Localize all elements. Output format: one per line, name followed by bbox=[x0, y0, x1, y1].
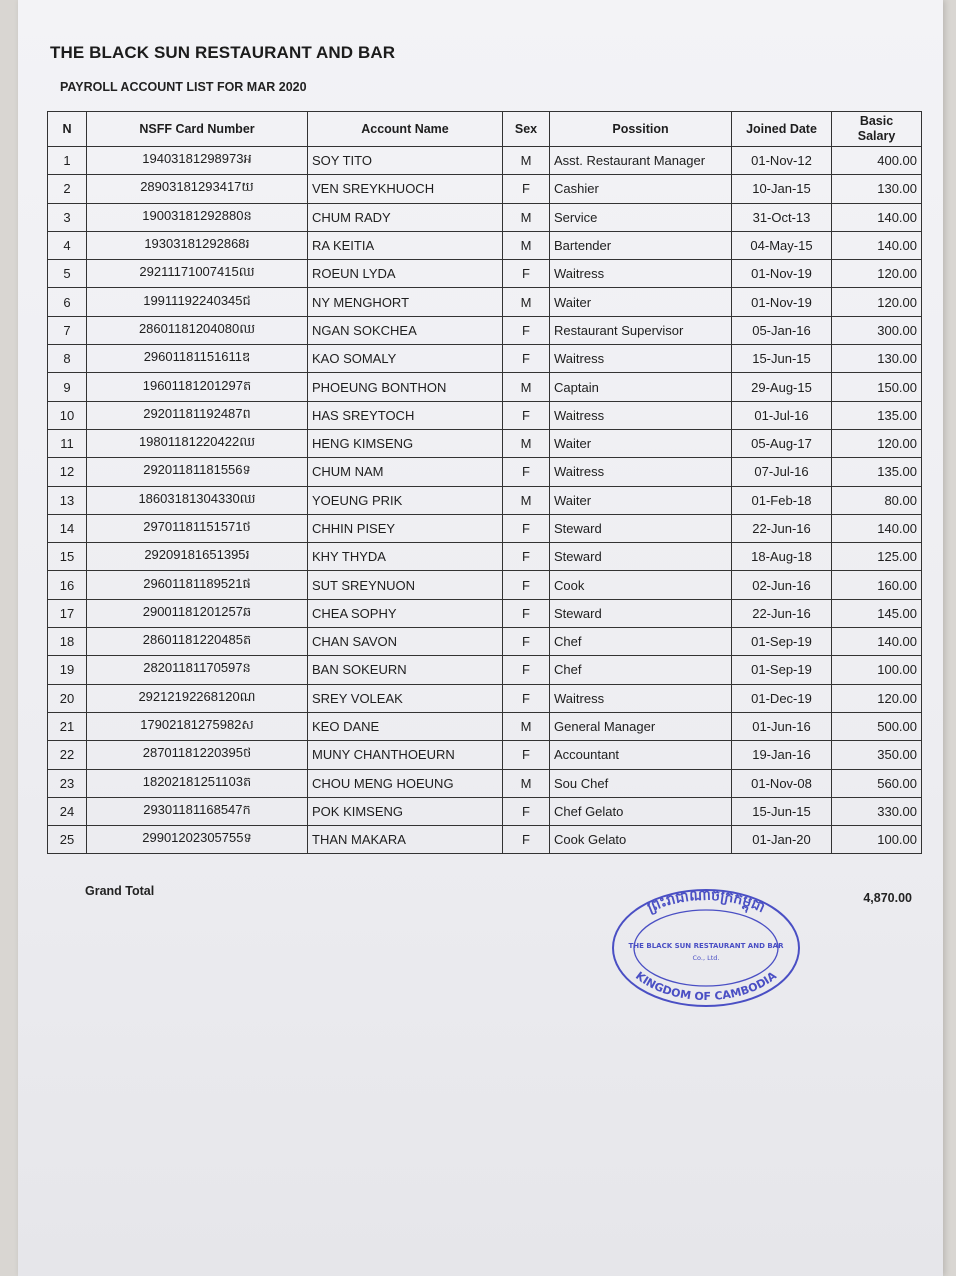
row-number: 20 bbox=[48, 684, 87, 712]
payroll-table bbox=[47, 111, 922, 854]
account-name: MUNY CHANTHOEURN bbox=[308, 741, 503, 769]
position-cell: Waiter bbox=[550, 429, 732, 457]
basic-salary: 560.00 bbox=[832, 769, 922, 797]
sex-cell: F bbox=[503, 401, 550, 429]
row-number: 4 bbox=[48, 231, 87, 259]
joined-date: 01-Nov-19 bbox=[732, 260, 832, 288]
nssf-card-number: 28903181293417យ bbox=[87, 175, 308, 203]
header-n: N bbox=[48, 112, 87, 147]
stamp-company-co: Co., Ltd. bbox=[692, 954, 720, 962]
joined-date: 01-Nov-12 bbox=[732, 147, 832, 175]
table-row bbox=[48, 769, 922, 797]
position-cell: Waitress bbox=[550, 345, 732, 373]
row-number: 3 bbox=[48, 203, 87, 231]
nssf-card-number: 19303181292868រ bbox=[87, 231, 308, 259]
account-name: KHY THYDA bbox=[308, 543, 503, 571]
account-name: CHEA SOPHY bbox=[308, 599, 503, 627]
joined-date: 01-Feb-18 bbox=[732, 486, 832, 514]
sex-cell: M bbox=[503, 203, 550, 231]
table-row bbox=[48, 486, 922, 514]
table-row bbox=[48, 514, 922, 542]
sex-cell: M bbox=[503, 231, 550, 259]
table-row bbox=[48, 741, 922, 769]
nssf-card-number: 19911192240345ជ bbox=[87, 288, 308, 316]
basic-salary: 140.00 bbox=[832, 203, 922, 231]
position-cell: Chef bbox=[550, 628, 732, 656]
joined-date: 01-Nov-08 bbox=[732, 769, 832, 797]
table-row bbox=[48, 543, 922, 571]
table-row bbox=[48, 175, 922, 203]
joined-date: 01-Jan-20 bbox=[732, 826, 832, 854]
row-number: 12 bbox=[48, 458, 87, 486]
position-cell: Chef bbox=[550, 656, 732, 684]
position-cell: Bartender bbox=[550, 231, 732, 259]
sex-cell: F bbox=[503, 741, 550, 769]
joined-date: 01-Dec-19 bbox=[732, 684, 832, 712]
row-number: 15 bbox=[48, 543, 87, 571]
position-cell: Cook Gelato bbox=[550, 826, 732, 854]
stamp-khmer-text: ព្រះរាជាណាចក្រកម្ពុជា bbox=[645, 887, 768, 917]
position-cell: Waitress bbox=[550, 260, 732, 288]
basic-salary: 350.00 bbox=[832, 741, 922, 769]
sex-cell: F bbox=[503, 826, 550, 854]
row-number: 13 bbox=[48, 486, 87, 514]
joined-date: 07-Jul-16 bbox=[732, 458, 832, 486]
basic-salary: 140.00 bbox=[832, 628, 922, 656]
table-row bbox=[48, 288, 922, 316]
table-row bbox=[48, 147, 922, 175]
table-row bbox=[48, 571, 922, 599]
account-name: HAS SREYTOCH bbox=[308, 401, 503, 429]
sex-cell: F bbox=[503, 684, 550, 712]
table-row bbox=[48, 401, 922, 429]
joined-date: 15-Jun-15 bbox=[732, 797, 832, 825]
position-cell: Waitress bbox=[550, 684, 732, 712]
row-number: 7 bbox=[48, 316, 87, 344]
basic-salary: 120.00 bbox=[832, 684, 922, 712]
table-row bbox=[48, 599, 922, 627]
nssf-card-number: 29301181168547ក bbox=[87, 797, 308, 825]
row-number: 16 bbox=[48, 571, 87, 599]
table-row bbox=[48, 260, 922, 288]
joined-date: 18-Aug-18 bbox=[732, 543, 832, 571]
row-number: 17 bbox=[48, 599, 87, 627]
basic-salary: 100.00 bbox=[832, 656, 922, 684]
sex-cell: M bbox=[503, 486, 550, 514]
nssf-card-number: 29201181181556ទ bbox=[87, 458, 308, 486]
row-number: 11 bbox=[48, 429, 87, 457]
table-row bbox=[48, 316, 922, 344]
basic-salary: 300.00 bbox=[832, 316, 922, 344]
table-row bbox=[48, 203, 922, 231]
sex-cell: F bbox=[503, 316, 550, 344]
table-row bbox=[48, 656, 922, 684]
sex-cell: F bbox=[503, 599, 550, 627]
svg-text:ព្រះរាជាណាចក្រកម្ពុជា bbox=[645, 888, 767, 917]
basic-salary: 100.00 bbox=[832, 826, 922, 854]
company-stamp bbox=[608, 884, 804, 1012]
row-number: 10 bbox=[48, 401, 87, 429]
position-cell: Steward bbox=[550, 543, 732, 571]
basic-salary: 120.00 bbox=[832, 429, 922, 457]
nssf-card-number: 19801181220422ឈ bbox=[87, 429, 308, 457]
joined-date: 05-Jan-16 bbox=[732, 316, 832, 344]
sex-cell: F bbox=[503, 543, 550, 571]
row-number: 18 bbox=[48, 628, 87, 656]
table-row bbox=[48, 429, 922, 457]
account-name: BAN SOKEURN bbox=[308, 656, 503, 684]
table-row bbox=[48, 345, 922, 373]
position-cell: Asst. Restaurant Manager bbox=[550, 147, 732, 175]
position-cell: Restaurant Supervisor bbox=[550, 316, 732, 344]
joined-date: 01-Sep-19 bbox=[732, 656, 832, 684]
nssf-card-number: 18202181251103ត bbox=[87, 769, 308, 797]
account-name: CHUM NAM bbox=[308, 458, 503, 486]
account-name: SUT SREYNUON bbox=[308, 571, 503, 599]
position-cell: Waiter bbox=[550, 288, 732, 316]
nssf-card-number: 19601181201297ត bbox=[87, 373, 308, 401]
nssf-card-number: 17902181275982ស bbox=[87, 712, 308, 740]
sex-cell: M bbox=[503, 373, 550, 401]
document-title: THE BLACK SUN RESTAURANT AND BAR bbox=[50, 43, 396, 62]
basic-salary: 150.00 bbox=[832, 373, 922, 401]
header-account-name: Account Name bbox=[308, 112, 503, 147]
position-cell: Steward bbox=[550, 599, 732, 627]
position-cell: Captain bbox=[550, 373, 732, 401]
grand-total-label: Grand Total bbox=[85, 884, 155, 898]
table-row bbox=[48, 712, 922, 740]
joined-date: 22-Jun-16 bbox=[732, 599, 832, 627]
row-number: 14 bbox=[48, 514, 87, 542]
sex-cell: M bbox=[503, 429, 550, 457]
joined-date: 02-Jun-16 bbox=[732, 571, 832, 599]
basic-salary: 500.00 bbox=[832, 712, 922, 740]
sex-cell: F bbox=[503, 345, 550, 373]
account-name: YOEUNG PRIK bbox=[308, 486, 503, 514]
sex-cell: M bbox=[503, 288, 550, 316]
basic-salary: 160.00 bbox=[832, 571, 922, 599]
header-salary-line2: Salary bbox=[857, 129, 896, 143]
basic-salary: 135.00 bbox=[832, 458, 922, 486]
row-number: 24 bbox=[48, 797, 87, 825]
row-number: 9 bbox=[48, 373, 87, 401]
header-salary-line1: Basic bbox=[859, 114, 894, 128]
account-name: KAO SOMALY bbox=[308, 345, 503, 373]
nssf-card-number: 28601181204080ឈ bbox=[87, 316, 308, 344]
joined-date: 10-Jan-15 bbox=[732, 175, 832, 203]
account-name: CHOU MENG HOEUNG bbox=[308, 769, 503, 797]
nssf-card-number: 29211171007415ឈ bbox=[87, 260, 308, 288]
sex-cell: F bbox=[503, 628, 550, 656]
nssf-card-number: 29001181201257ឆ bbox=[87, 599, 308, 627]
nssf-card-number: 29601181189521ផ bbox=[87, 571, 308, 599]
account-name: CHHIN PISEY bbox=[308, 514, 503, 542]
account-name: VEN SREYKHUOCH bbox=[308, 175, 503, 203]
basic-salary: 330.00 bbox=[832, 797, 922, 825]
joined-date: 29-Aug-15 bbox=[732, 373, 832, 401]
account-name: CHUM RADY bbox=[308, 203, 503, 231]
row-number: 22 bbox=[48, 741, 87, 769]
sex-cell: F bbox=[503, 797, 550, 825]
row-number: 8 bbox=[48, 345, 87, 373]
basic-salary: 135.00 bbox=[832, 401, 922, 429]
table-row bbox=[48, 231, 922, 259]
basic-salary: 80.00 bbox=[832, 486, 922, 514]
row-number: 25 bbox=[48, 826, 87, 854]
position-cell: Waitress bbox=[550, 458, 732, 486]
nssf-card-number: 18603181304330ឈ bbox=[87, 486, 308, 514]
stamp-company-name: THE BLACK SUN RESTAURANT AND BAR bbox=[628, 942, 784, 950]
basic-salary: 125.00 bbox=[832, 543, 922, 571]
row-number: 6 bbox=[48, 288, 87, 316]
table-row bbox=[48, 797, 922, 825]
basic-salary: 120.00 bbox=[832, 288, 922, 316]
header-position: Possition bbox=[550, 112, 732, 147]
nssf-card-number: 29201181192487ព bbox=[87, 401, 308, 429]
joined-date: 01-Jul-16 bbox=[732, 401, 832, 429]
account-name: KEO DANE bbox=[308, 712, 503, 740]
sex-cell: F bbox=[503, 656, 550, 684]
table-row bbox=[48, 826, 922, 854]
position-cell: Sou Chef bbox=[550, 769, 732, 797]
position-cell: Service bbox=[550, 203, 732, 231]
header-sex: Sex bbox=[503, 112, 550, 147]
basic-salary: 140.00 bbox=[832, 231, 922, 259]
sex-cell: F bbox=[503, 514, 550, 542]
header-nssf-card: NSFF Card Number bbox=[87, 112, 308, 147]
account-name: ROEUN LYDA bbox=[308, 260, 503, 288]
sex-cell: F bbox=[503, 260, 550, 288]
basic-salary: 400.00 bbox=[832, 147, 922, 175]
joined-date: 01-Sep-19 bbox=[732, 628, 832, 656]
nssf-card-number: 28701181220395ថ bbox=[87, 741, 308, 769]
joined-date: 04-May-15 bbox=[732, 231, 832, 259]
account-name: THAN MAKARA bbox=[308, 826, 503, 854]
nssf-card-number: 29212192268120ណ bbox=[87, 684, 308, 712]
joined-date: 15-Jun-15 bbox=[732, 345, 832, 373]
row-number: 21 bbox=[48, 712, 87, 740]
joined-date: 19-Jan-16 bbox=[732, 741, 832, 769]
joined-date: 05-Aug-17 bbox=[732, 429, 832, 457]
table-row bbox=[48, 628, 922, 656]
account-name: RA KEITIA bbox=[308, 231, 503, 259]
header-basic-salary bbox=[832, 112, 922, 147]
position-cell: Waitress bbox=[550, 401, 732, 429]
joined-date: 01-Jun-16 bbox=[732, 712, 832, 740]
joined-date: 22-Jun-16 bbox=[732, 514, 832, 542]
nssf-card-number: 19403181298973អ bbox=[87, 147, 308, 175]
table-row bbox=[48, 373, 922, 401]
position-cell: Accountant bbox=[550, 741, 732, 769]
sex-cell: F bbox=[503, 175, 550, 203]
grand-total-value: 4,870.00 bbox=[863, 891, 912, 905]
sex-cell: M bbox=[503, 147, 550, 175]
basic-salary: 130.00 bbox=[832, 345, 922, 373]
nssf-card-number: 29901202305755ទ bbox=[87, 826, 308, 854]
row-number: 2 bbox=[48, 175, 87, 203]
nssf-card-number: 28201181170597ន bbox=[87, 656, 308, 684]
basic-salary: 130.00 bbox=[832, 175, 922, 203]
nssf-card-number: 29209181651395រ bbox=[87, 543, 308, 571]
nssf-card-number: 28601181220485ត bbox=[87, 628, 308, 656]
account-name: NGAN SOKCHEA bbox=[308, 316, 503, 344]
position-cell: Cook bbox=[550, 571, 732, 599]
table-row bbox=[48, 684, 922, 712]
sex-cell: F bbox=[503, 571, 550, 599]
joined-date: 01-Nov-19 bbox=[732, 288, 832, 316]
position-cell: Waiter bbox=[550, 486, 732, 514]
document-subtitle: PAYROLL ACCOUNT LIST FOR MAR 2020 bbox=[60, 80, 307, 94]
stamp-country-text: KINGDOM OF CAMBODIA bbox=[633, 969, 779, 1004]
table-row bbox=[48, 458, 922, 486]
header-joined-date: Joined Date bbox=[732, 112, 832, 147]
row-number: 19 bbox=[48, 656, 87, 684]
nssf-card-number: 29701181151571ថ bbox=[87, 514, 308, 542]
row-number: 23 bbox=[48, 769, 87, 797]
sex-cell: M bbox=[503, 769, 550, 797]
account-name: SREY VOLEAK bbox=[308, 684, 503, 712]
basic-salary: 145.00 bbox=[832, 599, 922, 627]
account-name: CHAN SAVON bbox=[308, 628, 503, 656]
row-number: 1 bbox=[48, 147, 87, 175]
account-name: HENG KIMSENG bbox=[308, 429, 503, 457]
basic-salary: 140.00 bbox=[832, 514, 922, 542]
account-name: PHOEUNG BONTHON bbox=[308, 373, 503, 401]
account-name: NY MENGHORT bbox=[308, 288, 503, 316]
account-name: SOY TITO bbox=[308, 147, 503, 175]
basic-salary: 120.00 bbox=[832, 260, 922, 288]
sex-cell: F bbox=[503, 458, 550, 486]
position-cell: General Manager bbox=[550, 712, 732, 740]
position-cell: Chef Gelato bbox=[550, 797, 732, 825]
joined-date: 31-Oct-13 bbox=[732, 203, 832, 231]
position-cell: Steward bbox=[550, 514, 732, 542]
nssf-card-number: 29601181151611ឌ bbox=[87, 345, 308, 373]
nssf-card-number: 19003181292880ន bbox=[87, 203, 308, 231]
sex-cell: M bbox=[503, 712, 550, 740]
table-header-row bbox=[48, 112, 922, 147]
account-name: POK KIMSENG bbox=[308, 797, 503, 825]
position-cell: Cashier bbox=[550, 175, 732, 203]
row-number: 5 bbox=[48, 260, 87, 288]
